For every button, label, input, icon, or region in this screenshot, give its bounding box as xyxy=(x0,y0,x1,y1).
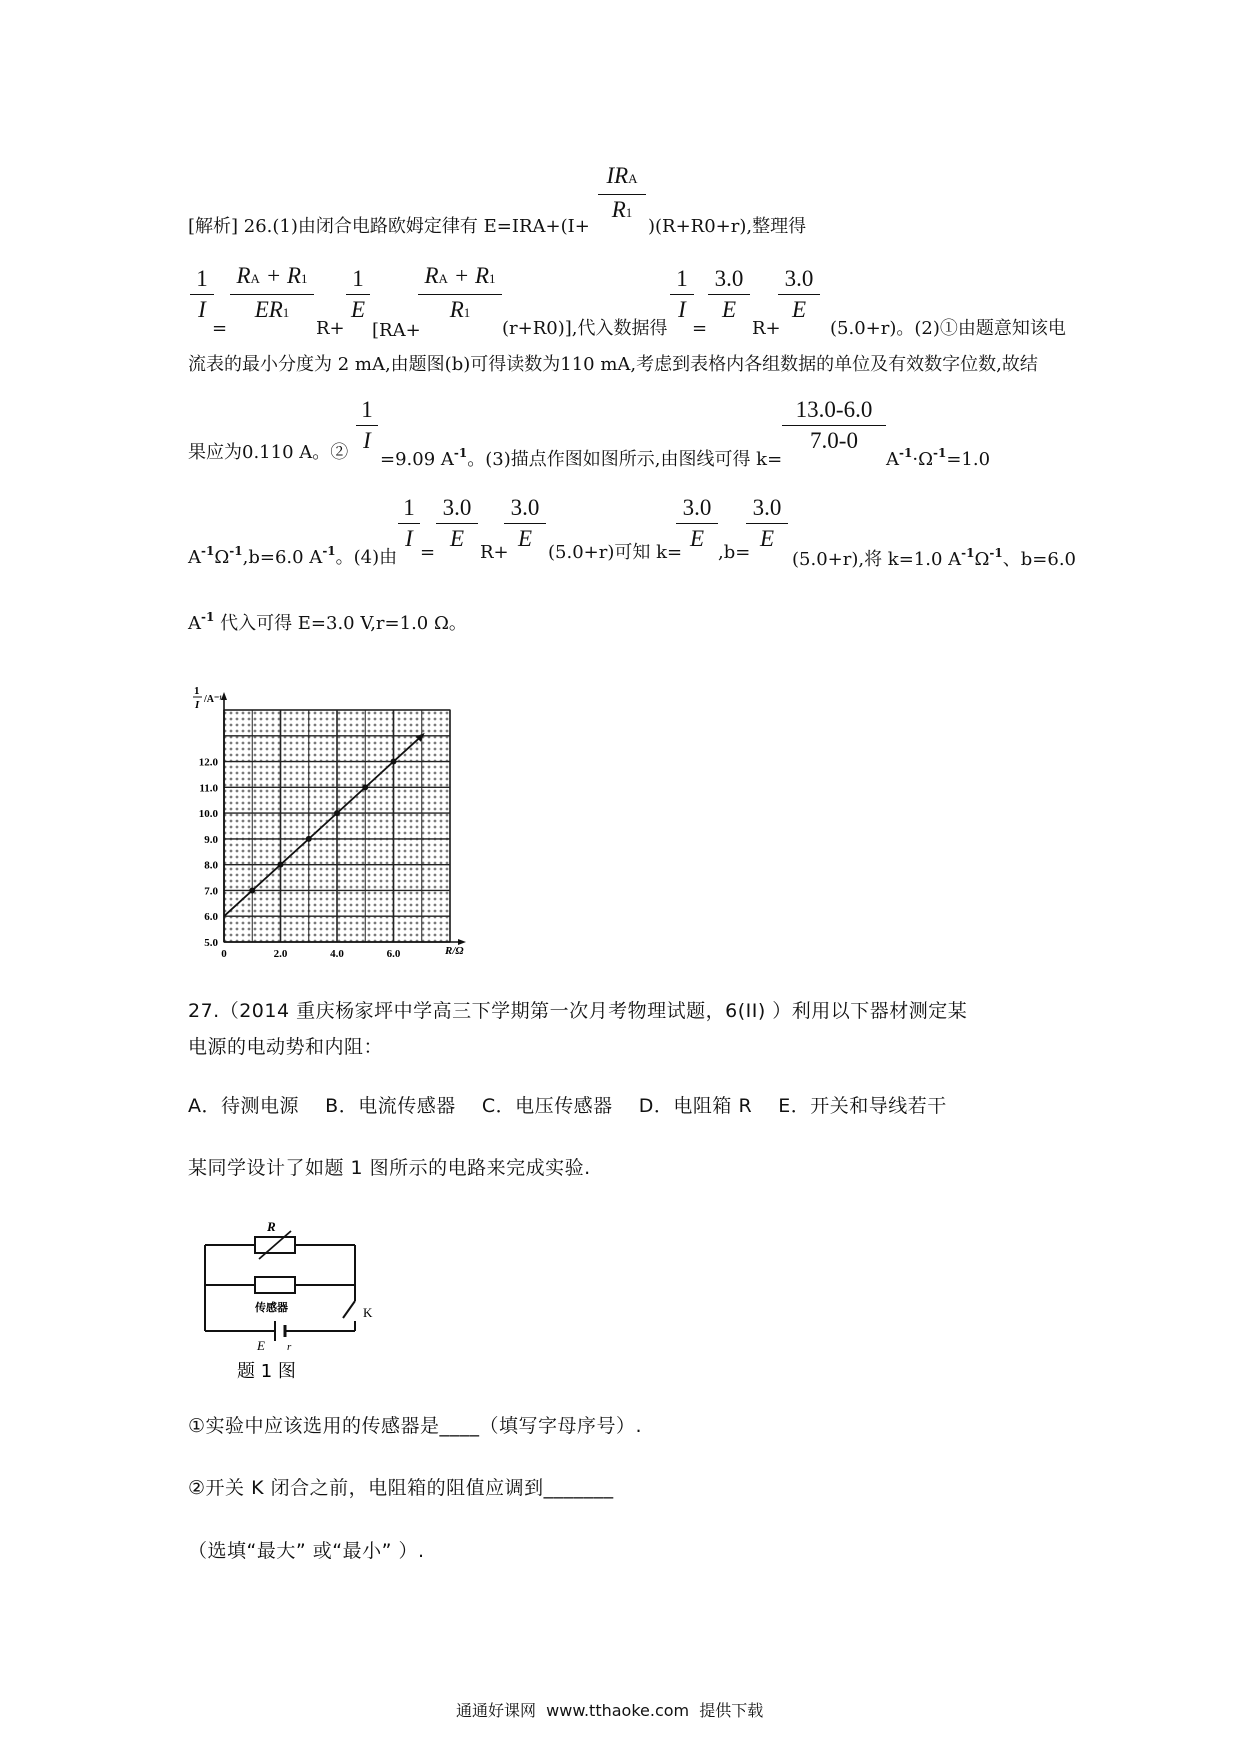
fraction-3-over-e: 3.0 E xyxy=(708,265,750,324)
equals-sign-3: = xyxy=(420,542,436,563)
fraction-1-over-i-2: 1 I xyxy=(356,396,378,455)
x-tick-label: 4.0 xyxy=(330,948,344,960)
analysis-lead-tail: )(R+R0+r),整理得 xyxy=(648,216,807,237)
chart-grid xyxy=(224,710,450,942)
analysis-line4-mid: =9.09 $A^{-1}$。(3)描点作图如图所示,由图线可得 k= xyxy=(380,446,783,470)
r-label: R xyxy=(267,1219,276,1234)
y-tick-label: 9.0 xyxy=(204,833,218,846)
fraction-1-over-i: 1 I xyxy=(190,265,214,324)
x-tick-label: 6.0 xyxy=(386,948,401,960)
data-point xyxy=(306,836,312,842)
fraction-ir-over-r1 xyxy=(598,162,646,227)
sensor-label: 传感器 xyxy=(255,1301,288,1314)
equals-sign-2: = xyxy=(692,318,708,339)
analysis-line5-mid: (5.0+r)可知 k= xyxy=(548,542,683,563)
y-tick-label: 6.0 xyxy=(204,911,218,924)
analysis-line4-tail: $A^{-1}\cdot\Omega^{-1}=1.0$ xyxy=(886,446,991,470)
r-plus-3: R+ xyxy=(480,542,509,563)
fraction-b-3-over-e: 3.0 E xyxy=(746,494,788,553)
x-tick-label: 2.0 xyxy=(273,948,288,960)
fraction-numerator: IRA xyxy=(606,163,638,188)
question-27-sub3: （选填“最大” 或“最小” ）. xyxy=(188,1540,425,1562)
question-27-sub1: ①实验中应该选用的传感器是____（填写字母序号）. xyxy=(188,1415,643,1437)
eq2-tail: (5.0+r)。(2)①由题意知该电 xyxy=(830,318,1066,339)
analysis-line4-lead: 果应为0.110 A。② xyxy=(188,442,349,463)
question-27-sub2: ②开关 K 闭合之前，电阻箱的阻值应调到_______ xyxy=(188,1477,614,1499)
data-point xyxy=(391,759,397,765)
resistance-vs-inverse-current-chart xyxy=(180,680,470,965)
y-tick-label: 8.0 xyxy=(204,859,218,872)
fraction-3-over-e-4: 3.0 E xyxy=(504,494,546,553)
fraction-denominator: R1 xyxy=(611,197,633,222)
r-internal-label: r xyxy=(287,1341,292,1353)
data-point xyxy=(249,887,255,893)
y-axis-label-den: I xyxy=(195,699,200,711)
y-axis-label-unit: /A⁻¹ xyxy=(204,694,223,705)
question-27-options: A．待测电源 B．电流传感器 C．电压传感器 D．电阻箱 R E．开关和导线若干 xyxy=(188,1095,947,1117)
fraction-1-over-i-3: 1 I xyxy=(398,494,420,553)
fraction-ra-r1-over-er1: RA + R1 ER1 xyxy=(230,262,314,327)
analysis-line5-lead: $A^{-1}\Omega^{-1},b=6.0$ $A^{-1}$。(4)由 xyxy=(188,544,398,568)
analysis-line5-tail: (5.0+r),将 k=1.0 $A^{-1}\Omega^{-1}$、b=6.0 xyxy=(792,546,1076,570)
fraction-1-over-e: 1 E xyxy=(346,265,370,324)
page-footer: 通通好课网 www.tthaoke.com 提供下载 xyxy=(456,1701,764,1720)
question-27-title-line2: 电源的电动势和内阻： xyxy=(188,1036,384,1058)
x-axis-label: R/Ω xyxy=(445,945,464,957)
r-plus: R+ xyxy=(316,318,345,339)
analysis-lead: [解析] 26.(1)由闭合电路欧姆定律有 E=IRA+(I+ xyxy=(188,216,590,237)
fraction-3-over-e-2: 3.0 E xyxy=(778,265,820,324)
r-plus-2: R+ xyxy=(752,318,781,339)
y-tick-label: 7.0 xyxy=(204,885,218,898)
fraction-slope-k: 13.0-6.0 7.0-0 xyxy=(782,396,886,455)
data-point xyxy=(278,862,284,868)
question-27-design: 某同学设计了如题 1 图所示的电路来完成实验. xyxy=(188,1157,591,1179)
analysis-line3: 流表的最小分度为 2 mA,由题图(b)可得读数为110 mA,考虑到表格内各组数据的单位及有效数字位数,故结 xyxy=(188,354,1038,375)
k-label: K xyxy=(363,1305,373,1320)
bracket-ra: [RA+ xyxy=(372,320,421,341)
question-27-title-line1: 27.（2014 重庆杨家坪中学高三下学期第一次月考物理试题，6(II) ）利用以下器材测定某 xyxy=(188,1000,968,1022)
equals-sign: = xyxy=(212,318,228,339)
fraction-k-3-over-e: 3.0 E xyxy=(676,494,718,553)
fraction-s-1-over-i: 1 I xyxy=(670,265,694,324)
sensor-box-icon xyxy=(255,1277,295,1293)
y-tick-label: 5.0 xyxy=(204,937,218,949)
x-tick-label: 0 xyxy=(221,948,227,960)
analysis-line6: $A^{-1}$ 代入可得 E=3.0 V,r=1.0 Ω。 xyxy=(188,610,467,634)
data-point xyxy=(362,784,368,790)
y-tick-label: 12.0 xyxy=(198,756,218,769)
circuit-diagram xyxy=(195,1215,380,1390)
circuit-caption: 题 1 图 xyxy=(237,1361,296,1382)
data-point xyxy=(334,810,340,816)
fraction-ra-r1-over-r1: RA + R1 R1 xyxy=(418,262,502,327)
y-tick-label: 11.0 xyxy=(199,782,218,795)
y-axis-label-num: 1 xyxy=(194,685,200,697)
e-label: E xyxy=(257,1338,265,1353)
fraction-3-over-e-3: 3.0 E xyxy=(436,494,478,553)
y-tick-label: 10.0 xyxy=(198,808,218,821)
b-equals: ,b= xyxy=(718,542,751,563)
r-r0-substitute: (r+R0)],代入数据得 xyxy=(502,318,668,339)
switch-icon xyxy=(343,1301,355,1318)
